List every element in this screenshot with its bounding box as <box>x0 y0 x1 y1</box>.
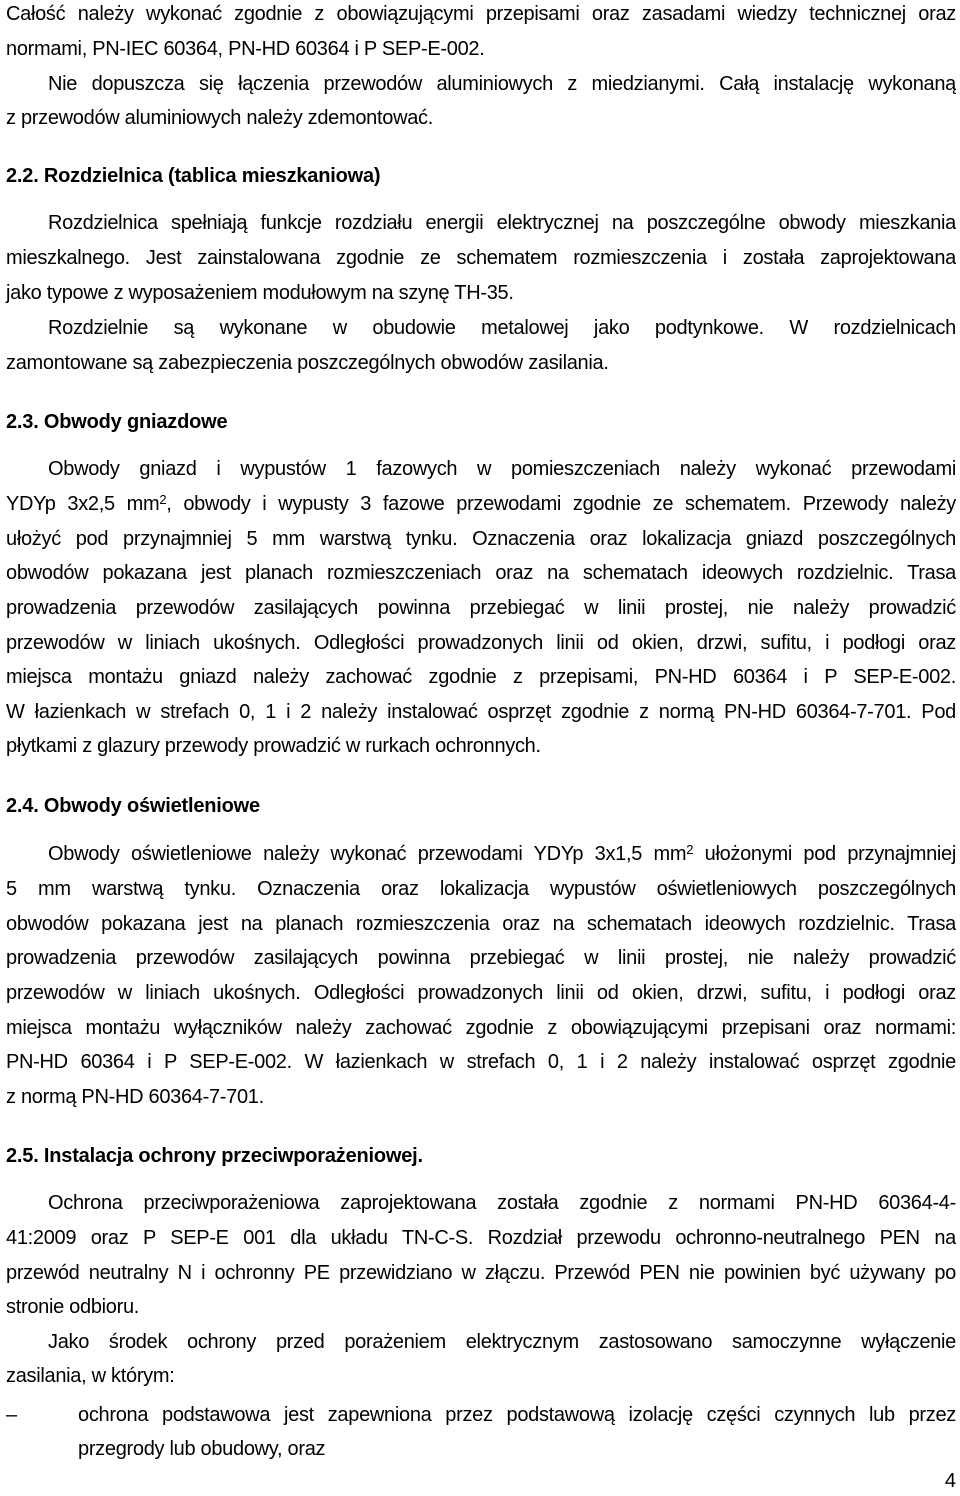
s23-line-4: obwodów pokazana jest planach rozmieszczeniach oraz na schematach ideowych rozdzielnic. Trasa <box>6 562 956 584</box>
s25-line-3: przewód neutralny N i ochronny PE przewidziano w złączu. Przewód PEN nie powinien być używany po <box>6 1262 956 1284</box>
s25-line-4: stronie odbioru. <box>6 1296 140 1318</box>
s24-line-1: Obwody oświetleniowe należy wykonać przewodami YDYp 3x1,5 $mm^2$ ułożonymi pod przynajmniej <box>48 842 956 865</box>
s22-line-3: jako typowe z wyposażeniem modułowym na szynę TH-35. <box>6 282 514 304</box>
bullet-dash-icon: – <box>6 1404 18 1426</box>
section-2-2-heading: 2.2. Rozdzielnica (tablica mieszkaniowa) <box>6 165 381 187</box>
intro-line-4: z przewodów aluminiowych należy zdemontować. <box>6 107 434 129</box>
s24-line-3: obwodów pokazana jest na planach rozmieszczenia oraz na schematach ideowych rozdzielnic. Trasa <box>6 913 956 935</box>
intro-line-2: normami, PN-IEC 60364, PN-HD 60364 i P SEP-E-002. <box>6 38 485 60</box>
s23-line-1: Obwody gniazd i wypustów 1 fazowych w pomieszczeniach należy wykonać przewodami <box>48 458 956 480</box>
superscript-2: 2 <box>686 842 694 857</box>
bullet-1-line-1: ochrona podstawowa jest zapewniona przez podstawową izolację części czynnych lub przez <box>78 1404 956 1426</box>
s25-line-5: Jako środek ochrony przed porażeniem elektrycznym zastosowano samoczynne wyłączenie <box>48 1331 956 1353</box>
bullet-1-line-2: przegrody lub obudowy, oraz <box>78 1438 326 1460</box>
section-2-5-heading: 2.5. Instalacja ochrony przeciwporażeniowej. <box>6 1145 423 1167</box>
s23-line-2: YDYp 3x2,5 $mm^2$, obwody i wypusty 3 fazowe przewodami zgodnie ze schematem. Przewody należy <box>6 492 956 515</box>
s22-line-5: zamontowane są zabezpieczenia poszczególnych obwodów zasilania. <box>6 352 609 374</box>
page-number: 4 <box>944 1470 956 1492</box>
s22-line-4: Rozdzielnie są wykonane w obudowie metalowej jako podtynkowe. W rozdzielnicach <box>48 317 956 339</box>
s24-line-5: przewodów w liniach ukośnych. Odległości prowadzonych linii od okien, drzwi, sufitu, i podłogi oraz <box>6 982 956 1004</box>
s24-line-7: PN-HD 60364 i P SEP-E-002. W łazienkach w strefach 0, 1 i 2 należy instalować osprzęt zgodnie <box>6 1051 956 1073</box>
s24-line-6: miejsca montażu wyłączników należy zachować zgodnie z obowiązującymi przepisani oraz normami: <box>6 1017 956 1039</box>
s23-line-5: prowadzenia przewodów zasilających powinna przebiegać w linii prostej, nie należy prowadzić <box>6 597 956 619</box>
section-2-4-heading: 2.4. Obwody oświetleniowe <box>6 795 260 817</box>
s25-line-6: zasilania, w którym: <box>6 1365 175 1387</box>
s24-line-4: prowadzenia przewodów zasilających powinna przebiegać w linii prostej, nie należy prowadzić <box>6 947 956 969</box>
s24-line-8: z normą PN-HD 60364-7-701. <box>6 1086 264 1108</box>
s23-line-8: W łazienkach w strefach 0, 1 i 2 należy instalować osprzęt zgodnie z normą PN-HD 60364-7-701. Pod <box>6 701 956 723</box>
s22-line-2: mieszkalnego. Jest zainstalowana zgodnie ze schematem rozmieszczenia i została zaprojektowana <box>6 247 956 269</box>
s23-line-7: miejsca montażu gniazd należy zachować zgodnie z przepisami, PN-HD 60364 i P SEP-E-002. <box>6 666 956 688</box>
superscript-2: 2 <box>159 492 167 507</box>
section-2-3-heading: 2.3. Obwody gniazdowe <box>6 411 228 433</box>
s23-line-3: ułożyć pod przynajmniej 5 mm warstwą tynku. Oznaczenia oraz lokalizacja gniazd poszczególnych <box>6 528 956 550</box>
s25-line-2: 41:2009 oraz P SEP-E 001 dla układu TN-C-S. Rozdział przewodu ochronno-neutralnego PEN na <box>6 1227 956 1249</box>
intro-line-3: Nie dopuszcza się łączenia przewodów aluminiowych z miedzianymi. Całą instalację wykonaną <box>48 73 956 95</box>
intro-line-1: Całość należy wykonać zgodnie z obowiązującymi przepisami oraz zasadami wiedzy technicznej oraz <box>6 3 956 25</box>
s23-line-6: przewodów w liniach ukośnych. Odległości prowadzonych linii od okien, drzwi, sufitu, i podłogi oraz <box>6 632 956 654</box>
s23-line-9: płytkami z glazury przewody prowadzić w rurkach ochronnych. <box>6 735 541 757</box>
s25-line-1: Ochrona przeciwporażeniowa zaprojektowana została zgodnie z normami PN-HD 60364-4- <box>48 1192 956 1214</box>
s22-line-1: Rozdzielnica spełniają funkcje rozdziału energii elektrycznej na poszczególne obwody mieszkania <box>48 212 956 234</box>
s24-line-2: 5 mm warstwą tynku. Oznaczenia oraz lokalizacja wypustów oświetleniowych poszczególnych <box>6 878 956 900</box>
